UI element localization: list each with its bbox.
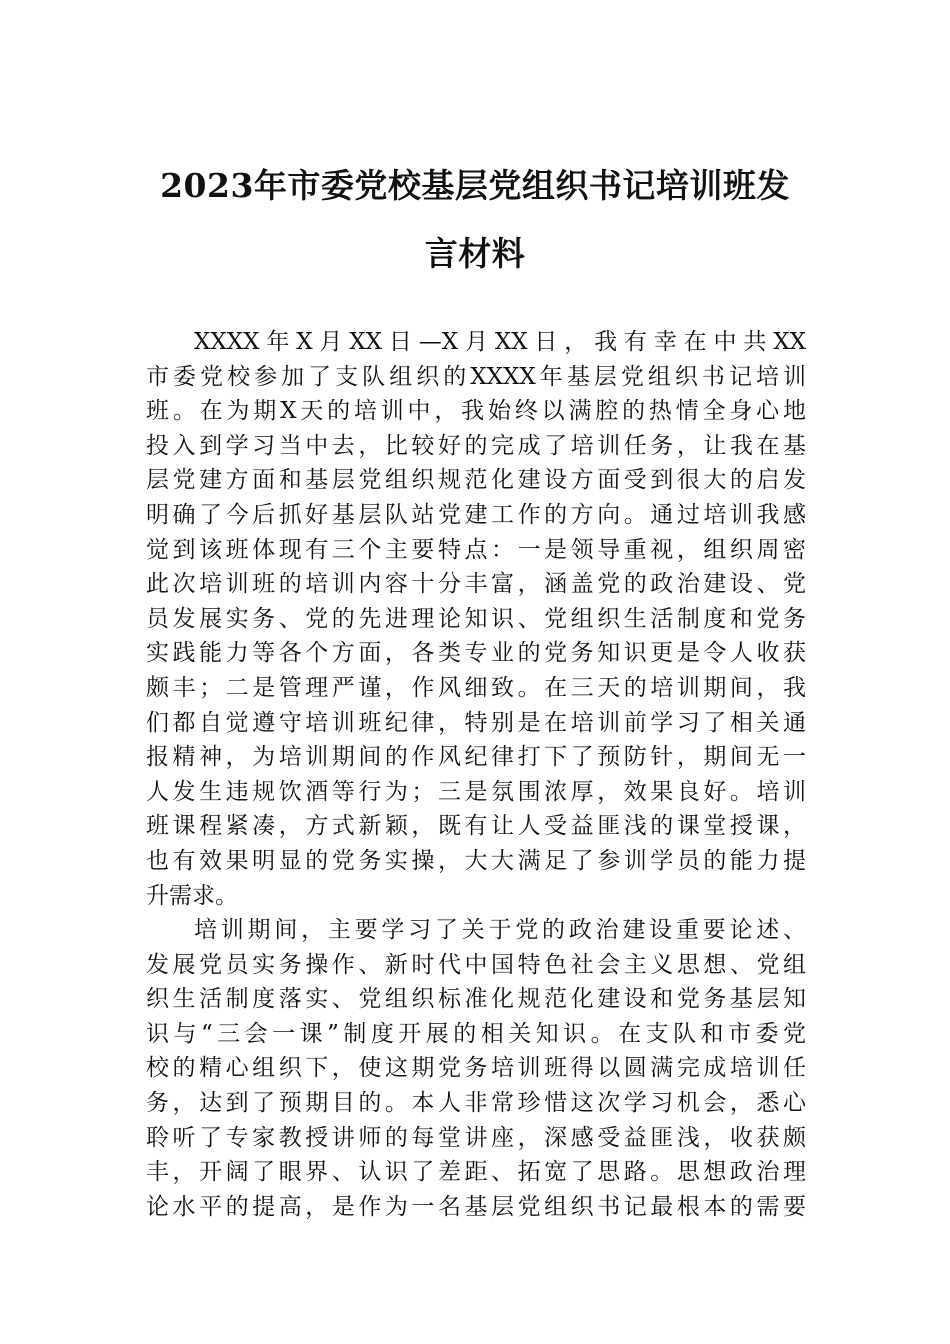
paragraph-2-line: 识与“三会一课”制度开展的相关知识。在支队和市委党 (146, 1020, 806, 1047)
paragraph-1-line: 投入到学习当中去，比较好的完成了培训任务，让我在基 (146, 432, 806, 459)
paragraph-1-line: 明确了今后抓好基层队站党建工作的方向。通过培训我感 (146, 501, 806, 528)
paragraph-2-line: 校的精心组织下，使这期党务培训班得以圆满完成培训任 (146, 1055, 806, 1082)
document-body (146, 325, 806, 1224)
title-line-1: 2023年市委党校基层党组织书记培训班发 (160, 166, 790, 205)
title-line-2: 言材料 (424, 234, 526, 273)
paragraph-2-line: 发展党员实务操作、新时代中国特色社会主义思想、党组 (146, 951, 806, 978)
paragraph-1-line: 报精神，为培训期间的作风纪律打下了预防针，期间无一 (146, 744, 806, 771)
paragraph-1-line: 市委党校参加了支队组织的XXXX年基层党组织书记培训 (146, 363, 806, 390)
document-title (120, 152, 830, 288)
paragraph-2-line: 培训期间，主要学习了关于党的政治建设重要论述、 (194, 917, 806, 944)
paragraph-1-line: 层党建方面和基层党组织规范化建设方面受到很大的启发 (146, 467, 806, 494)
paragraph-1-line: 升需求。 (146, 882, 238, 909)
paragraph-1-line: 们都自觉遵守培训班纪律，特别是在培训前学习了相关通 (146, 709, 806, 736)
paragraph-2-line: 织生活制度落实、党组织标准化规范化建设和党务基层知 (146, 986, 806, 1013)
paragraph-1-line: 员发展实务、党的先进理论知识、党组织生活制度和党务 (146, 605, 806, 632)
paragraph-1-line: XXXX年X月XX日—X月XX日，我有幸在中共XX (194, 329, 806, 355)
paragraph-2-line: 务，达到了预期目的。本人非常珍惜这次学习机会，悉心 (146, 1090, 806, 1117)
paragraph-1-line: 颇丰；二是管理严谨，作风细致。在三天的培训期间，我 (146, 674, 806, 701)
paragraph-1-line: 班课程紧凑，方式新颖，既有让人受益匪浅的课堂授课， (146, 813, 806, 840)
paragraph-2-line: 丰，开阔了眼界、认识了差距、拓宽了思路。思想政治理 (146, 1159, 806, 1186)
paragraph-1-line: 觉到该班体现有三个主要特点：一是领导重视，组织周密 (146, 536, 806, 563)
paragraph-1-line: 实践能力等各个方面，各类专业的党务知识更是令人收获 (146, 640, 806, 667)
paragraph-1-line: 人发生违规饮酒等行为；三是氛围浓厚，效果良好。培训 (146, 778, 806, 805)
paragraph-1-line: 此次培训班的培训内容十分丰富，涵盖党的政治建设、党 (146, 571, 806, 598)
paragraph-2-line: 论水平的提高，是作为一名基层党组织书记最根本的需要 (146, 1193, 806, 1220)
paragraph-2-line: 聆听了专家教授讲师的每堂讲座，深感受益匪浅，收获颇 (146, 1124, 806, 1151)
paragraph-1-line: 班。在为期X天的培训中，我始终以满腔的热情全身心地 (146, 398, 806, 425)
paragraph-1-line: 也有效果明显的党务实操，大大满足了参训学员的能力提 (146, 847, 806, 874)
